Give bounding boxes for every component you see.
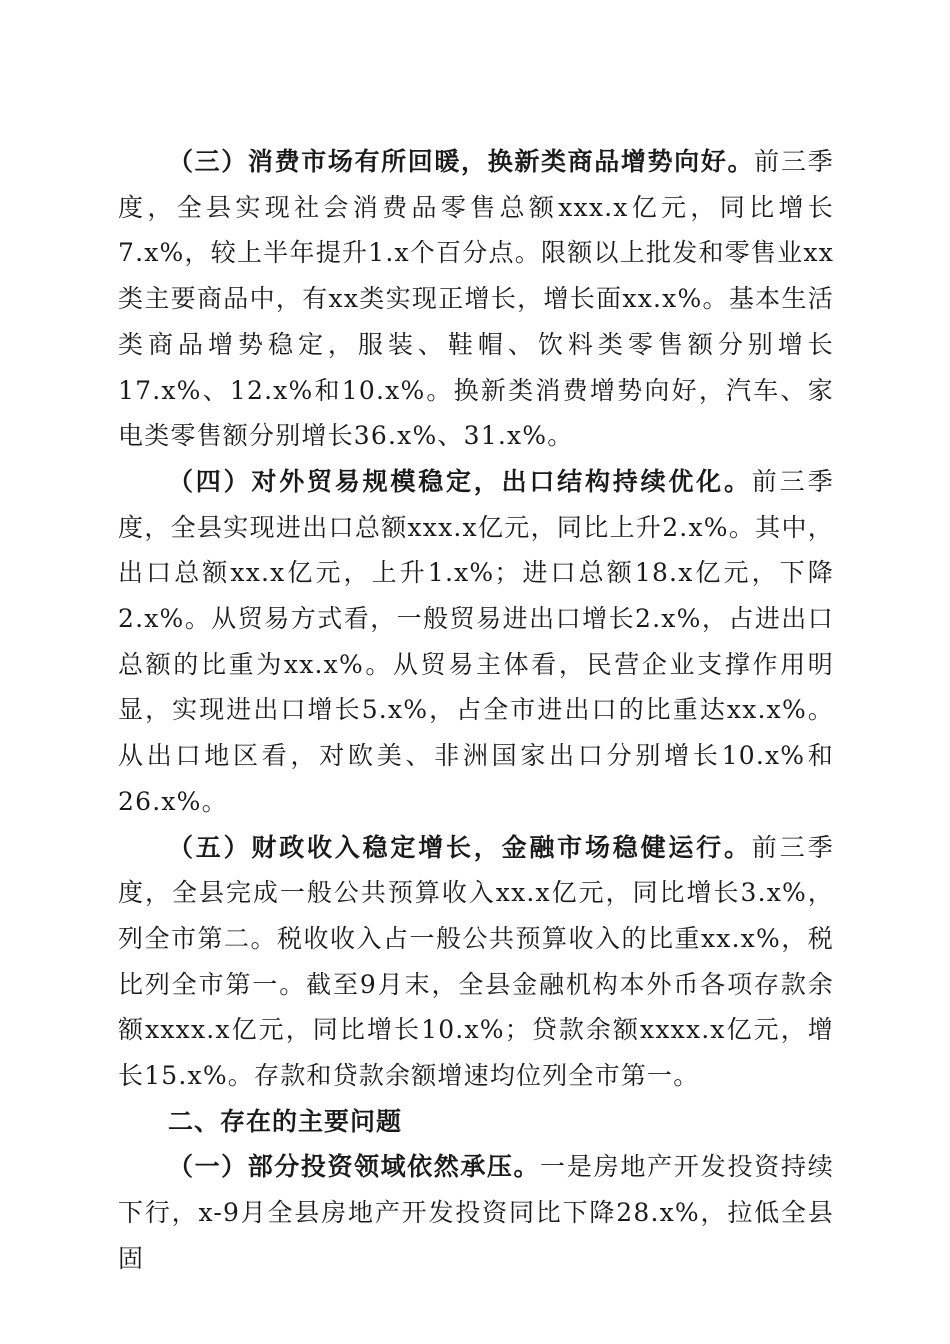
section-body-foreign-trade: 前三季度，全县实现进出口总额xxx.x亿元，同比上升2.x%。其中，出口总额xx.x亿元，上升1.x%；进口总额18.x亿元，下降2.x%。从贸易方式看，一般贸易进出口增长2.x%，占进出口总额的比重为xx.x%。从贸易主体看，民营企业支撑作用明显，实现进出口增长5.x%，占全市进出口的比重达xx.x%。从出口地区看，对欧美、非洲国家出口分别增长10.x%和26.x%。 (118, 466, 834, 816)
section-body-fiscal-finance: 前三季度，全县完成一般公共预算收入xx.x亿元，同比增长3.x%，列全市第二。税收收入占一般公共预算收入的比重xx.x%，税比列全市第一。截至9月末，全县金融机构本外币各项存款余额xxxx.x亿元，同比增长10.x%；贷款余额xxxx.x亿元，增长15.x%。存款和贷款余额增速均位列全市第一。 (118, 832, 834, 1091)
section-body-investment-pressure: 一是房地产开发投资持续下行，x-9月全县房地产开发投资同比下降28.x%，拉低全县固 (118, 1152, 834, 1273)
paragraph-consumer-market (118, 139, 834, 459)
section-heading-main-problems: 二、存在的主要问题 (168, 1106, 403, 1136)
section-body-consumer-market: 前三季度，全县实现社会消费品零售总额xxx.x亿元，同比增长7.x%，较上半年提升1.x个百分点。限额以上批发和零售业xx类主要商品中，有xx类实现正增长，增长面xx.x%。基本生活类商品增势稳定，服装、鞋帽、饮料类零售额分别增长17.x%、12.x%和10.x%。换新类消费增势向好，汽车、家电类零售额分别增长36.x%、31.x%。 (118, 147, 834, 451)
section-lead-investment-pressure: （一）部分投资领域依然承压。 (168, 1152, 541, 1182)
paragraph-fiscal-finance (118, 825, 834, 1099)
document-body (118, 139, 834, 1282)
section-lead-fiscal-finance: （五）财政收入稳定增长，金融市场稳健运行。 (168, 832, 752, 862)
section-lead-consumer-market: （三）消费市场有所回暖，换新类商品增势向好。 (168, 147, 755, 176)
section-lead-foreign-trade: （四）对外贸易规模稳定，出口结构持续优化。 (168, 466, 752, 496)
paragraph-foreign-trade (118, 459, 834, 825)
paragraph-investment-pressure (118, 1144, 834, 1281)
